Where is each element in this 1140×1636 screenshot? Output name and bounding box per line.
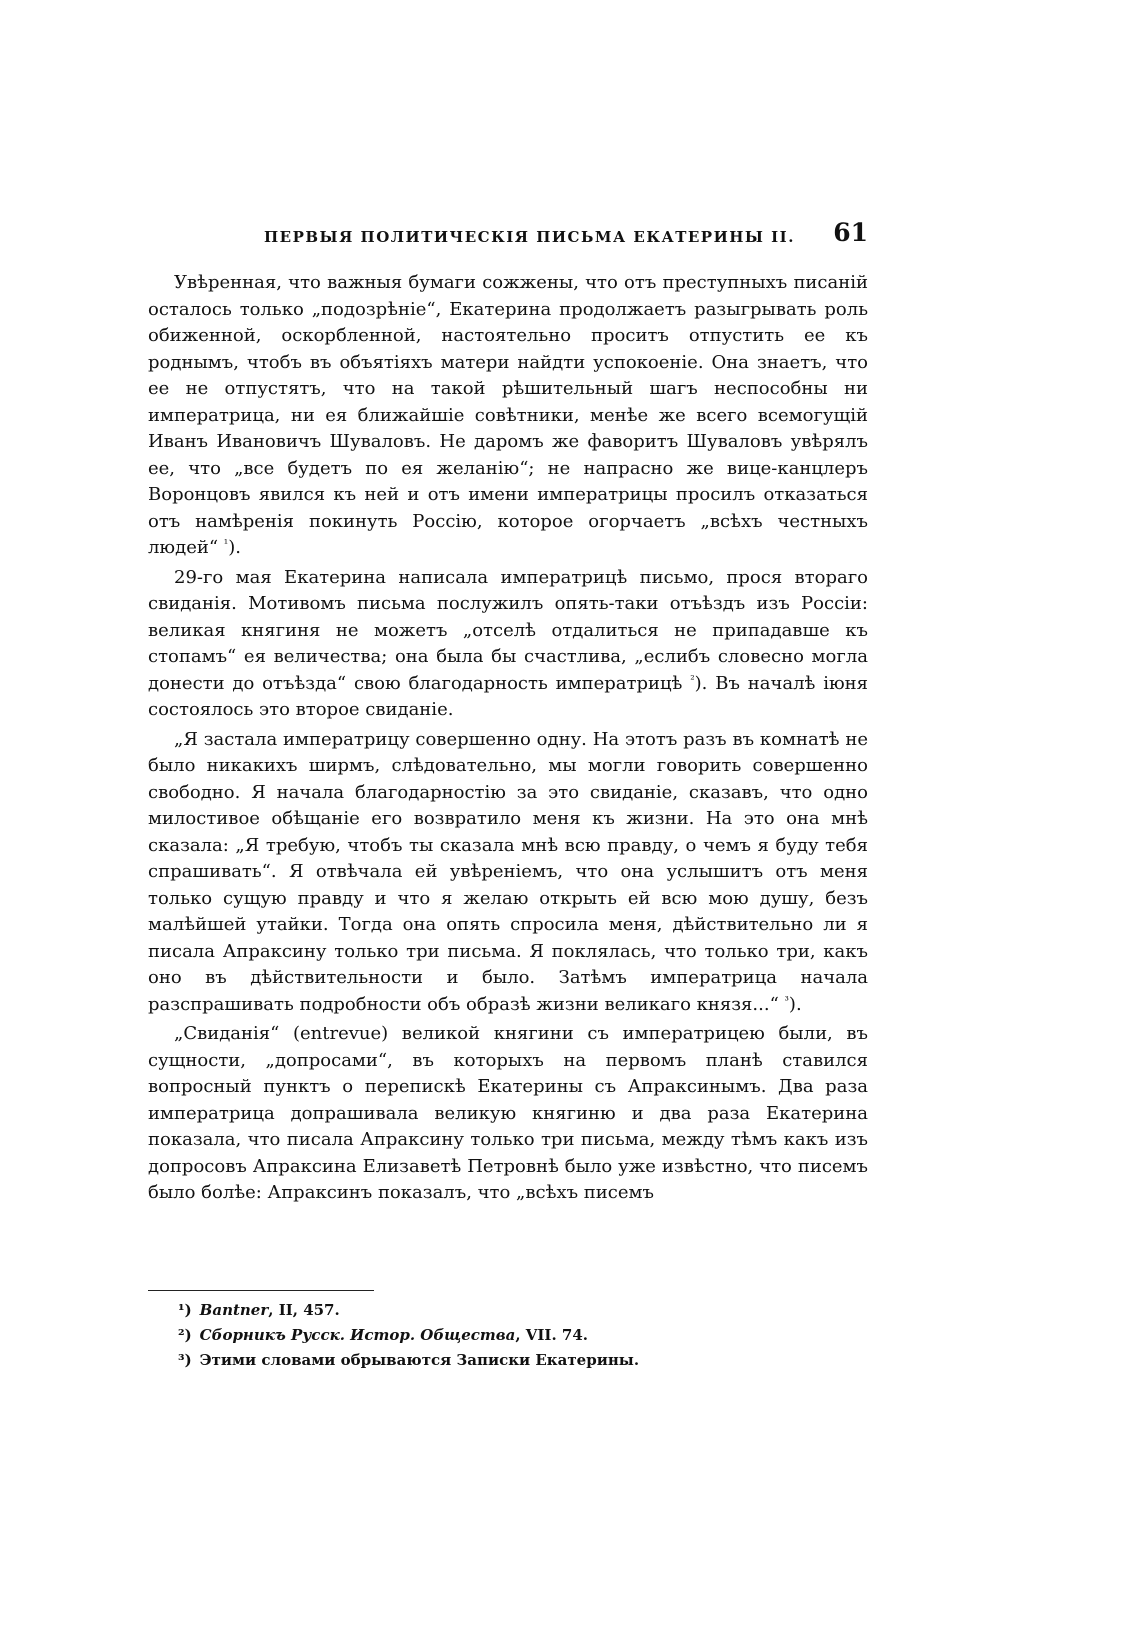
footnote-text: , VII. 74. <box>515 1326 588 1344</box>
paragraph-2 <box>148 565 868 724</box>
paragraph-text: „Свиданія“ (entrevue) великой княгини съ императрицею были, въ сущности, „допросами“, въ которыхъ на первомъ планѣ ставился вопросный пунктъ о перепискѣ Екатерины съ Апраксинымъ. Два раза императрица допрашивала великую княгиню и два раза Екатерина показала, что писала Апраксину только три письма, между тѣмъ какъ изъ допросовъ Апраксина Елизаветѣ Петровнѣ было уже извѣстно, что писемъ было болѣе: Апраксинъ показалъ, что „всѣхъ писемъ <box>148 1023 868 1203</box>
footnote-2 <box>178 1323 838 1348</box>
footnote-source: Сборникъ Русск. Истор. Общества <box>199 1326 516 1344</box>
paragraph-text: Увѣренная, что важныя бумаги сожжены, что отъ преступныхъ писаній осталось только „подозрѣніе“, Екатерина продолжаетъ разыгрывать роль обиженной, оскорбленной, настоятельно проситъ отпустить ее къ роднымъ, чтобъ въ объятіяхъ матери найдти успокоеніе. Она знаетъ, что ее не отпустятъ, что на такой рѣшительный шагъ неспособны ни императрица, ни ея ближайшіе совѣтники, менѣе же всего всемогущій Иванъ Ивановичъ Шуваловъ. Не даромъ же фаворитъ Шуваловъ увѣрялъ ее, что „все будетъ по ея желанію“; не напрасно же вице-канцлеръ Воронцовъ явился къ ней и отъ имени императрицы просилъ отказаться отъ намѣренія покинуть Россію, которое огорчаетъ „всѣхъ честныхъ людей“ <box>148 272 868 558</box>
footnote-divider <box>148 1290 374 1291</box>
footnotes <box>178 1298 838 1373</box>
paragraph-tail: ). <box>788 993 802 1015</box>
paragraph-text: 29-го мая Екатерина написала императрицѣ письмо, прося втораго свиданія. Мотивомъ письма послужилъ опять-таки отъѣздъ изъ Россіи: великая княгиня не можетъ „отселѣ отдалиться не припадавше къ стопамъ“ ея величества; она была бы счастлива, „еслибъ словесно могла донести до отъѣзда“ свою благодарность императрицѣ <box>148 566 868 694</box>
footnote-text: , II, 457. <box>268 1301 340 1319</box>
footnote-3 <box>178 1348 838 1373</box>
footnote-ref-3: ³ <box>784 993 789 1007</box>
footnote-text: Этими словами обрываются Записки Екатерины. <box>199 1351 640 1369</box>
body-text <box>148 270 868 1210</box>
footnote-mark: ³) <box>178 1351 192 1369</box>
paragraph-tail: ). Въ началѣ іюня состоялось это второе свиданіе. <box>148 672 868 720</box>
running-head <box>148 218 868 258</box>
footnote-mark: ¹) <box>178 1301 192 1319</box>
footnote-1 <box>178 1298 838 1323</box>
footnote-source: Bantner <box>199 1301 269 1319</box>
running-title: ПЕРВЫЯ ПОЛИТИЧЕСКІЯ ПИСЬМА ЕКАТЕРИНЫ II. <box>264 228 795 246</box>
paragraph-tail: ). <box>228 537 241 558</box>
paragraph-1 <box>148 270 868 562</box>
page-number: 61 <box>833 218 868 247</box>
paragraph-3 <box>148 727 868 1019</box>
paragraph-4 <box>148 1021 868 1207</box>
footnote-ref-2: ² <box>690 672 695 686</box>
footnote-ref-1: ¹ <box>223 537 229 550</box>
paragraph-text: „Я застала императрицу совершенно одну. На этотъ разъ въ комнатѣ не было никакихъ ширмъ, слѣдовательно, мы могли говорить совершенно свободно. Я начала благодарностію за это свиданіе, сказавъ, что одно милостивое обѣщаніе его возвратило меня къ жизни. На это она мнѣ сказала: „Я требую, чтобъ ты сказала мнѣ всю правду, о чемъ я буду тебя спрашивать“. Я отвѣчала ей увѣреніемъ, что она услышитъ отъ меня только сущую правду и что я желаю открыть ей всю мою душу, безъ малѣйшей утайки. Тогда она опять спросила меня, дѣйствительно ли я писала Апраксину только три письма. Я поклялась, что только три, какъ оно въ дѣйствительности и было. Затѣмъ императрица начала разспрашивать подробности объ образѣ жизни великаго князя...“ <box>148 728 868 1015</box>
footnote-mark: ²) <box>178 1326 192 1344</box>
